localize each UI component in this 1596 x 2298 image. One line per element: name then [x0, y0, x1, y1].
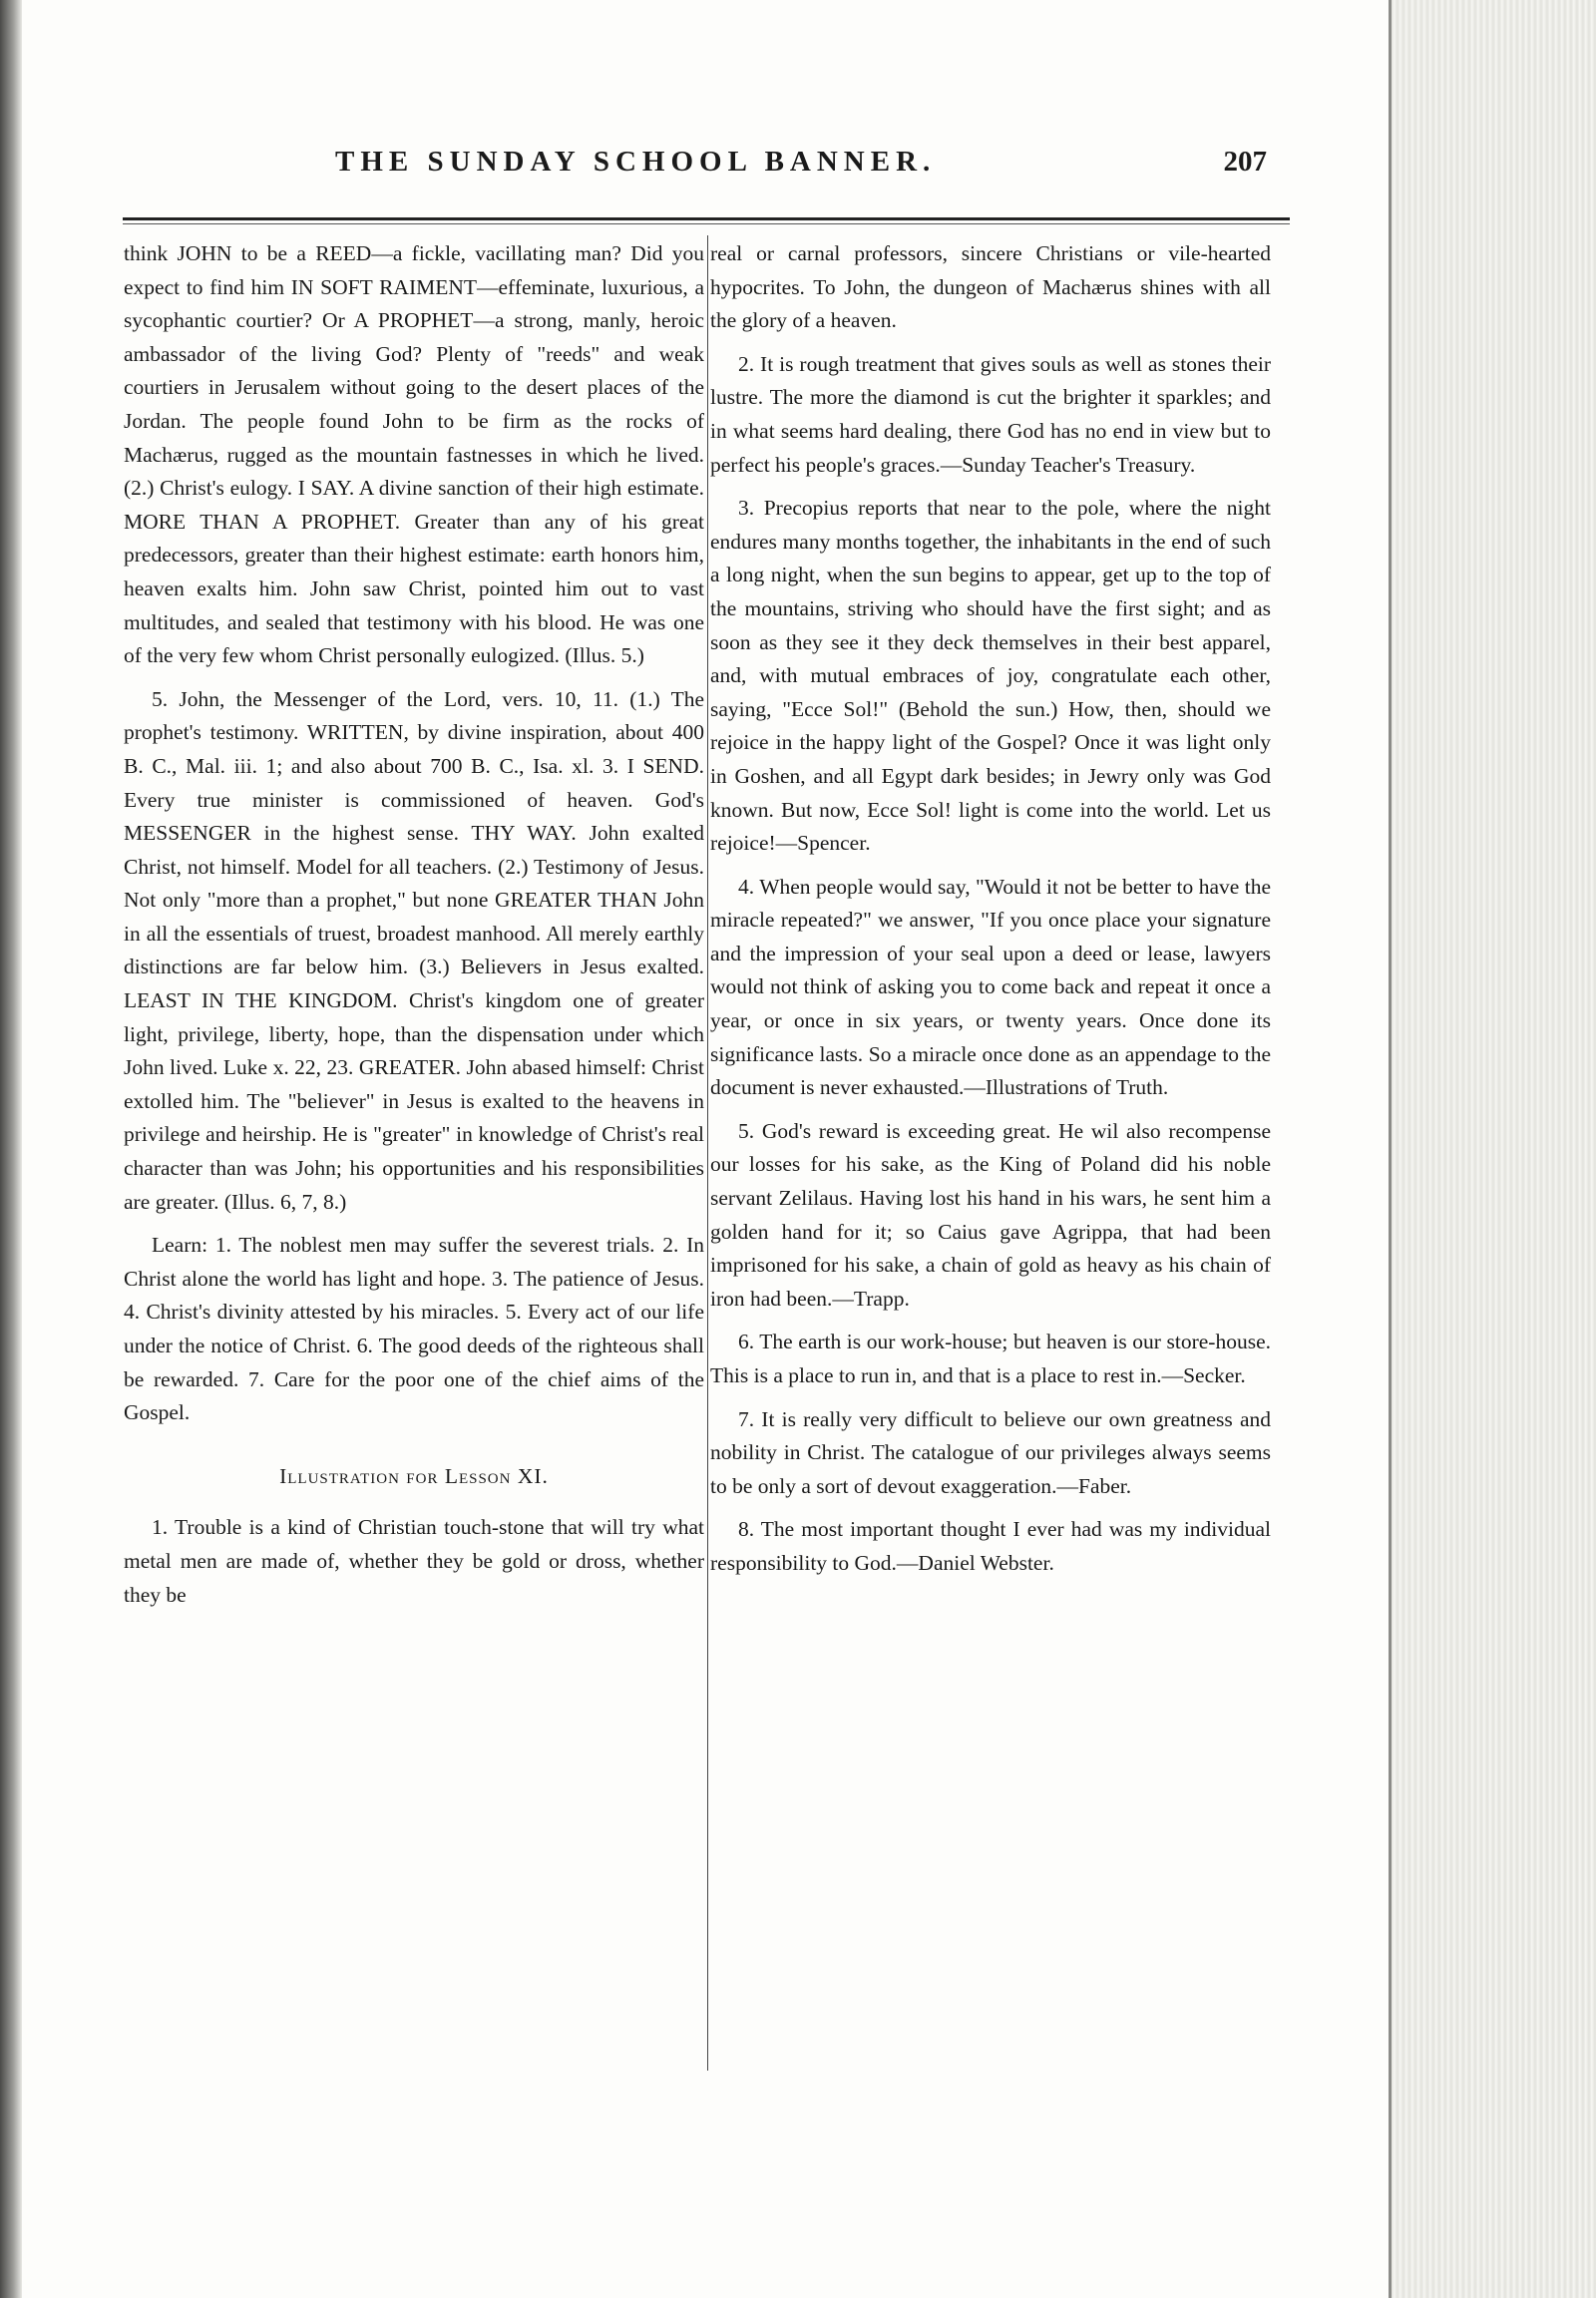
paragraph-lesson-comment: think JOHN to be a REED—a fickle, vacillating man? Did you expect to find him IN SOFT RAIMENT—effeminate, luxurious, a sycophantic courtier? Or A PROPHET—a strong, manly, heroic ambassador of the living God? Plenty of "reeds" and weak courtiers in Jerusalem without going to the desert places of the Jordan. The people found John to be firm as the rocks of Machærus, rugged as the mountain fastnesses in which he lived. (2.) Christ's eulogy. I SAY. A divine sanction of their high estimate. MORE THAN A PROPHET. Greater than any of his great predecessors, greater than their highest estimate: earth honors him, heaven exalts him. John saw Christ, pointed him out to vast multitudes, and sealed that testimony with his blood. He was one of the very few whom Christ personally eulogized. (Illus. 5.) — [124, 241, 704, 668]
right-column — [710, 237, 1271, 1581]
illustration-6: 6. The earth is our work-house; but heaven is our store-house. This is a place to run in, and that is a place to rest in.—Secker. — [710, 1330, 1271, 1387]
column-divider — [707, 235, 708, 2071]
header-rule-thin — [123, 223, 1290, 224]
book-gutter-shadow — [0, 0, 22, 2298]
illustration-1-continued: real or carnal professors, sincere Christians or vile-hearted hypocrites. To John, the dungeon of Machærus shines with all the glory of a heaven. — [710, 241, 1271, 333]
book-page-edges — [1389, 0, 1596, 2298]
illustration-1: 1. Trouble is a kind of Christian touch-stone that will try what metal men are made of, whether they be gold or dross, whether they be — [124, 1515, 704, 1607]
page-number: 207 — [1223, 146, 1267, 178]
illustration-heading: Illustration for Lesson XI. — [279, 1463, 549, 1488]
illustration-3: 3. Precopius reports that near to the pole, where the night endures many months together, the inhabitants in the end of such a long night, when the sun begins to appear, get up to the top of the mountains, striving who should have the first sight; and as soon as they see it they deck themselves in their best apparel, and, with mutual embraces of joy, congratulate each other, saying, "Ecce Sol!" (Behold the sun.) How, then, should we rejoice in the happy light of the Gospel? Once it was light only in Goshen, and all Egypt dark besides; in Jewry only was God known. But now, Ecce Sol! light is come into the world. Let us rejoice!—Spencer. — [710, 496, 1271, 856]
left-column — [124, 237, 704, 1612]
illustration-5: 5. God's reward is exceeding great. He wil also recompense our losses for his sake, as the King of Poland did his noble servant Zelilaus. Having lost his hand in his wars, he sent him a golden hand for it; so Caius gave Agrippa, that had been imprisoned for his sake, a chain of gold as heavy as his chain of iron had been.—Trapp. — [710, 1118, 1271, 1311]
header-rule — [123, 217, 1290, 220]
illustration-8: 8. The most important thought I ever had was my individual responsibility to God.—Daniel Webster. — [710, 1517, 1271, 1575]
paragraph-learn: Learn: 1. The noblest men may suffer the severest trials. 2. In Christ alone the world has light and hope. 3. The patience of Jesus. 4. Christ's divinity attested by his miracles. 5. Every act of our life under the notice of Christ. 6. The good deeds of the righteous shall be rewarded. 7. Care for the poor one of the chief aims of the Gospel. — [124, 1233, 704, 1425]
illustration-7: 7. It is really very difficult to believe our own greatness and nobility in Christ. The catalogue of our privileges always seems to be only a sort of devout exaggeration.—Faber. — [710, 1406, 1271, 1498]
illustration-2: 2. It is rough treatment that gives souls as well as stones their lustre. The more the diamond is cut the brighter it sparkles; and in what seems hard dealing, there God has no end in view but to perfect his people's graces.—Sunday Teacher's Treasury. — [710, 351, 1271, 477]
running-header — [319, 146, 1267, 186]
page-edge-line — [1389, 0, 1392, 2298]
paragraph-messenger: 5. John, the Messenger of the Lord, vers. 10, 11. (1.) The prophet's testimony. WRITTEN, by divine inspiration, about 400 B. C., Mal. iii. 1; and also about 700 B. C., Isa. xl. 3. I SEND. Every true minister is commissioned of heaven. God's MESSENGER in the highest sense. THY WAY. John exalted Christ, not himself. Model for all teachers. (2.) Testimony of Jesus. Not only "more than a prophet," but none GREATER THAN John in all the essentials of truest, broadest manhood. All merely earthly distinctions are far below him. (3.) Believers in Jesus exalted. LEAST IN THE KINGDOM. Christ's kingdom one of greater light, privilege, liberty, hope, than the dispensation under which John lived. Luke x. 22, 23. GREATER. John abased himself: Christ extolled him. The "believer" in Jesus is exalted to the heavens in privilege and heirship. He is "greater" in knowledge of Christ's real character than was John; his opportunities and his responsibilities are greater. (Illus. 6, 7, 8.) — [124, 686, 704, 1214]
illustration-4: 4. When people would say, "Would it not be better to have the miracle repeated?" we answer, "If you once place your signature and the impression of your seal upon a deed or lease, lawyers would not think of asking you to come back and repeat it once a year, or once in six years, or twenty years. Once done its significance lasts. So a miracle once done as an appendage to the document is never exhausted.—Illustrations of Truth. — [710, 874, 1271, 1100]
journal-title: THE SUNDAY SCHOOL BANNER. — [335, 146, 937, 178]
